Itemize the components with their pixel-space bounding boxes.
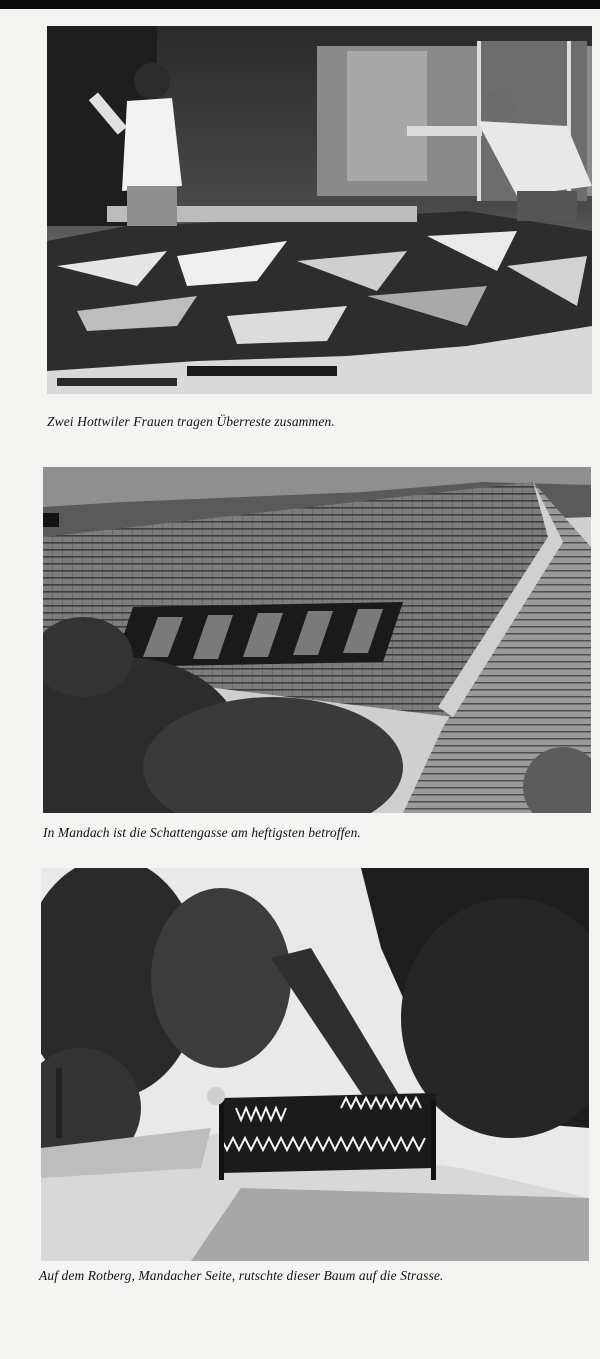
photo-damaged-roof [43,467,591,813]
photo-fallen-tree-road [41,868,589,1261]
top-border [0,0,600,9]
caption-photo-1: Zwei Hottwiler Frauen tragen Überreste zusammen. [47,414,335,429]
caption-photo-3: Auf dem Rotberg, Mandacher Seite, rutschte dieser Baum auf die Strasse. [39,1268,444,1283]
caption-photo-2: In Mandach ist die Schattengasse am heftigsten betroffen. [43,825,361,840]
photo-debris-collection [47,26,592,394]
